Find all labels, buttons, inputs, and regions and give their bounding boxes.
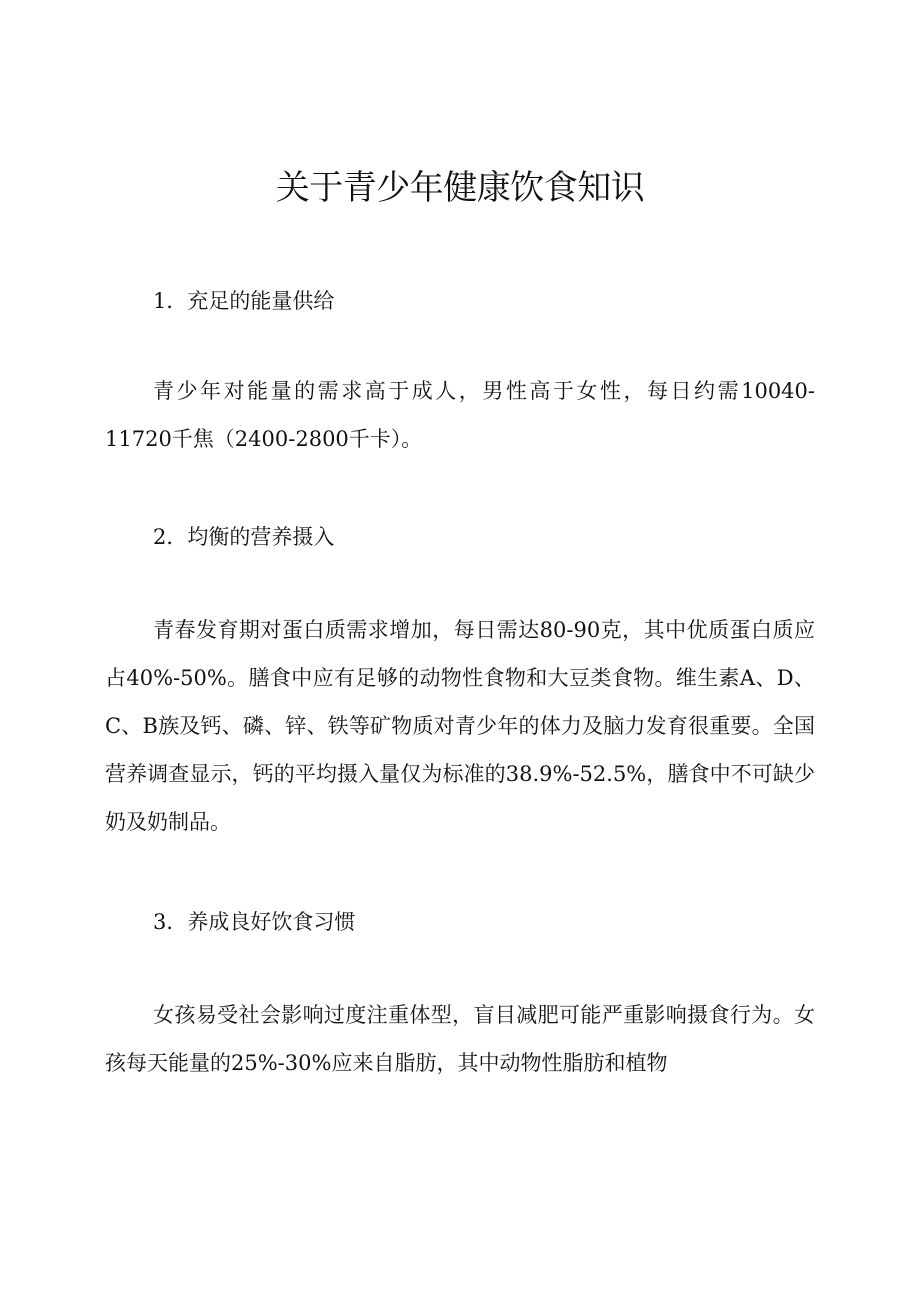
- document-title: 关于青少年健康饮食知识: [275, 168, 645, 208]
- section-body-habits: 女孩易受社会影响过度注重体型，盲目减肥可能严重影响摄食行为。女孩每天能量的25%-30%应来自脂肪，其中动物性脂肪和植物: [105, 1003, 815, 1075]
- section-heading-energy: 1．充足的能量供给: [153, 289, 335, 313]
- section-heading-habits: 3．养成良好饮食习惯: [153, 910, 356, 934]
- section-heading-nutrition: 2．均衡的营养摄入: [153, 525, 335, 549]
- section-body-nutrition: 青春发育期对蛋白质需求增加，每日需达80-90克，其中优质蛋白质应占40%-50%。膳食中应有足够的动物性食物和大豆类食物。维生素A、D、C、B族及钙、磷、锌、铁等矿物质对青少年的体力及脑力发育很重要。全国营养调查显示，钙的平均摄入量仅为标准的38.9%-52.5%，膳食中不可缺少奶及奶制品。: [105, 618, 815, 834]
- section-body-energy: 青少年对能量的需求高于成人，男性高于女性，每日约需10040-11720千焦（2400-2800千卡）。: [105, 379, 815, 451]
